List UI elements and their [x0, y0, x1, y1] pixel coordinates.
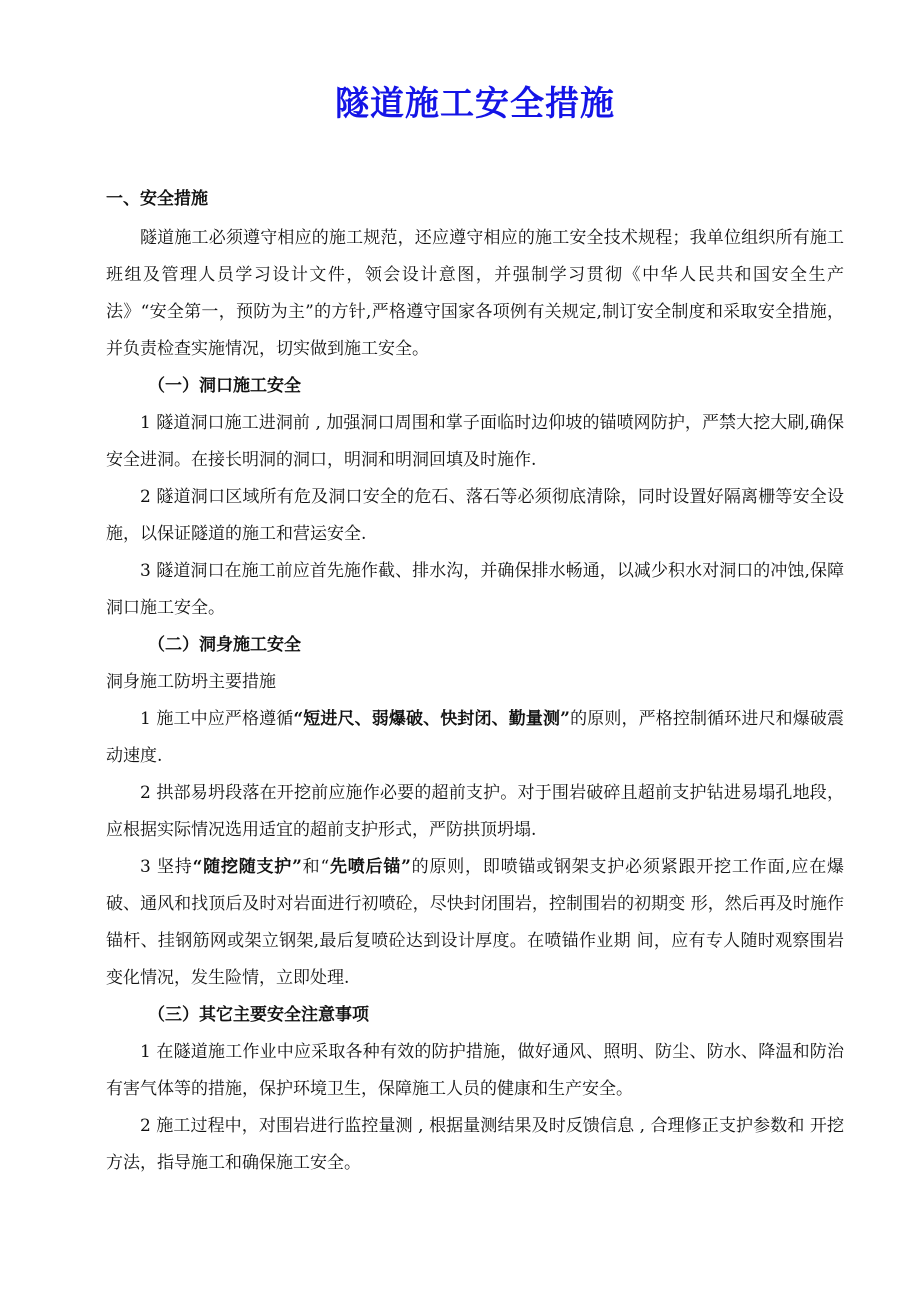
other-notes-item-1: 1 在隧道施工作业中应采取各种有效的防护措施，做好通风、照明、防尘、防水、降温和防治有害气体等的措施，保护环境卫生，保障施工人员的健康和生产安全。	[106, 1042, 844, 1099]
document-body	[106, 186, 844, 1182]
subsection-heading-tunnel-body: （二）洞身施工安全	[148, 635, 301, 655]
item-prefix: 3 坚持	[140, 857, 193, 877]
tunnel-body-item-1	[106, 701, 844, 775]
tunnel-body-lead: 洞身施工防坍主要措施	[106, 672, 276, 692]
document-title: 隧道施工安全措施	[335, 84, 615, 124]
item-emphasis-2: 先喷后锚”	[329, 857, 411, 877]
item-suffix: 的原则，即喷锚或钢架支护必须紧跟开挖工作面,应在爆破、通风和找顶后及时对岩面进行初喷砼，尽快封闭围岩，控制围岩的初期变 形，然后再及时施作锚杆、挂钢筋网或架立钢架,最后复喷砼达到设计厚度。在喷锚作业期 间，应有专人随时观察围岩变化情况，发生险情，立即处理.	[106, 857, 844, 988]
tunnel-body-item-3	[106, 849, 844, 997]
item-emphasis-1: “随挖随支护”	[192, 857, 302, 877]
item-suffix: 的原则，严格控制循环进尺和爆破震动速度.	[106, 709, 844, 766]
portal-item-2: 2 隧道洞口区域所有危及洞口安全的危石、落石等必须彻底清除，同时设置好隔离栅等安全设施，以保证隧道的施工和营运安全.	[106, 487, 844, 544]
item-middle: 和“	[301, 857, 330, 877]
tunnel-body-item-2: 2 拱部易坍段落在开挖前应施作必要的超前支护。对于围岩破碎且超前支护钻进易塌孔地段，应根据实际情况选用适宜的超前支护形式，严防拱顶坍塌.	[106, 783, 844, 840]
item-prefix: 1 施工中应严格遵循	[140, 709, 294, 729]
subsection-heading-portal: （一）洞口施工安全	[148, 376, 301, 396]
section-intro-paragraph: 隧道施工必须遵守相应的施工规范，还应遵守相应的施工安全技术规程；我单位组织所有施工班组及管理人员学习设计文件，领会设计意图，并强制学习贯彻《中华人民共和国安全生产法》“安全第一，预防为主”的方针,严格遵守国家各项例有关规定,制订安全制度和采取安全措施，并负责检查实施情况，切实做到施工安全。	[106, 228, 844, 359]
section-heading-safety-measures: 一、安全措施	[106, 189, 208, 209]
portal-item-3: 3 隧道洞口在施工前应首先施作截、排水沟，并确保排水畅通，以减少积水对洞口的冲蚀,保障洞口施工安全。	[106, 561, 844, 618]
other-notes-item-2: 2 施工过程中，对围岩进行监控量测 , 根据量测结果及时反馈信息 , 合理修正支护参数和 开挖方法，指导施工和确保施工安全。	[106, 1116, 844, 1173]
portal-item-1: 1 隧道洞口施工进洞前 , 加强洞口周围和掌子面临时边仰坡的锚喷网防护，严禁大挖大刷,确保安全进洞。在接长明洞的洞口，明洞和明洞回填及时施作.	[106, 413, 844, 470]
subsection-heading-other-notes: （三）其它主要安全注意事项	[148, 1005, 369, 1025]
item-emphasis: “短进尺、弱爆破、快封闭、勤量测”	[293, 709, 570, 729]
